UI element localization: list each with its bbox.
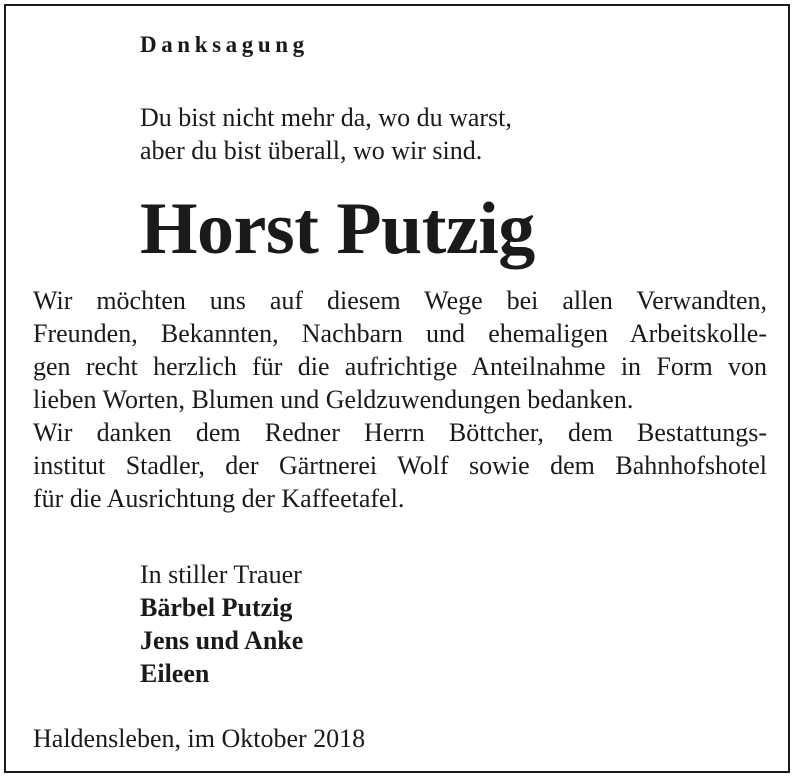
mourner-name: Jens und Anke [140, 626, 304, 655]
body-line: lieben Worten, Blumen und Geldzuwendungen bedanken. [33, 385, 634, 414]
memorial-quote [140, 101, 512, 167]
place-and-date: Haldensleben, im Oktober 2018 [33, 724, 366, 753]
body-line: gen recht herzlich für die aufrichtige Anteilnahme in Form von [33, 352, 767, 381]
mourner-name: Eileen [140, 659, 210, 688]
quote-line: aber du bist überall, wo wir sind. [140, 136, 483, 165]
quote-line: Du bist nicht mehr da, wo du warst, [140, 103, 512, 132]
thank-you-text [33, 284, 767, 515]
deceased-name: Horst Putzig [140, 188, 535, 270]
body-line: Wir möchten uns auf diesem Wege bei allen Verwandten, [33, 286, 767, 315]
body-line: institut Stadler, der Gärtnerei Wolf sowie dem Bahnhofshotel [33, 451, 767, 480]
signoff-intro: In stiller Trauer [140, 560, 302, 589]
signoff-block [140, 558, 303, 690]
body-line: Freunden, Bekannten, Nachbarn und ehemaligen Arbeitskolle- [33, 319, 767, 348]
body-line: Wir danken dem Redner Herrn Böttcher, dem Bestattungs- [33, 418, 767, 447]
notice-heading: Danksagung [140, 32, 309, 57]
mourner-name: Bärbel Putzig [140, 593, 293, 622]
body-line: für die Ausrichtung der Kaffeetafel. [33, 484, 405, 513]
